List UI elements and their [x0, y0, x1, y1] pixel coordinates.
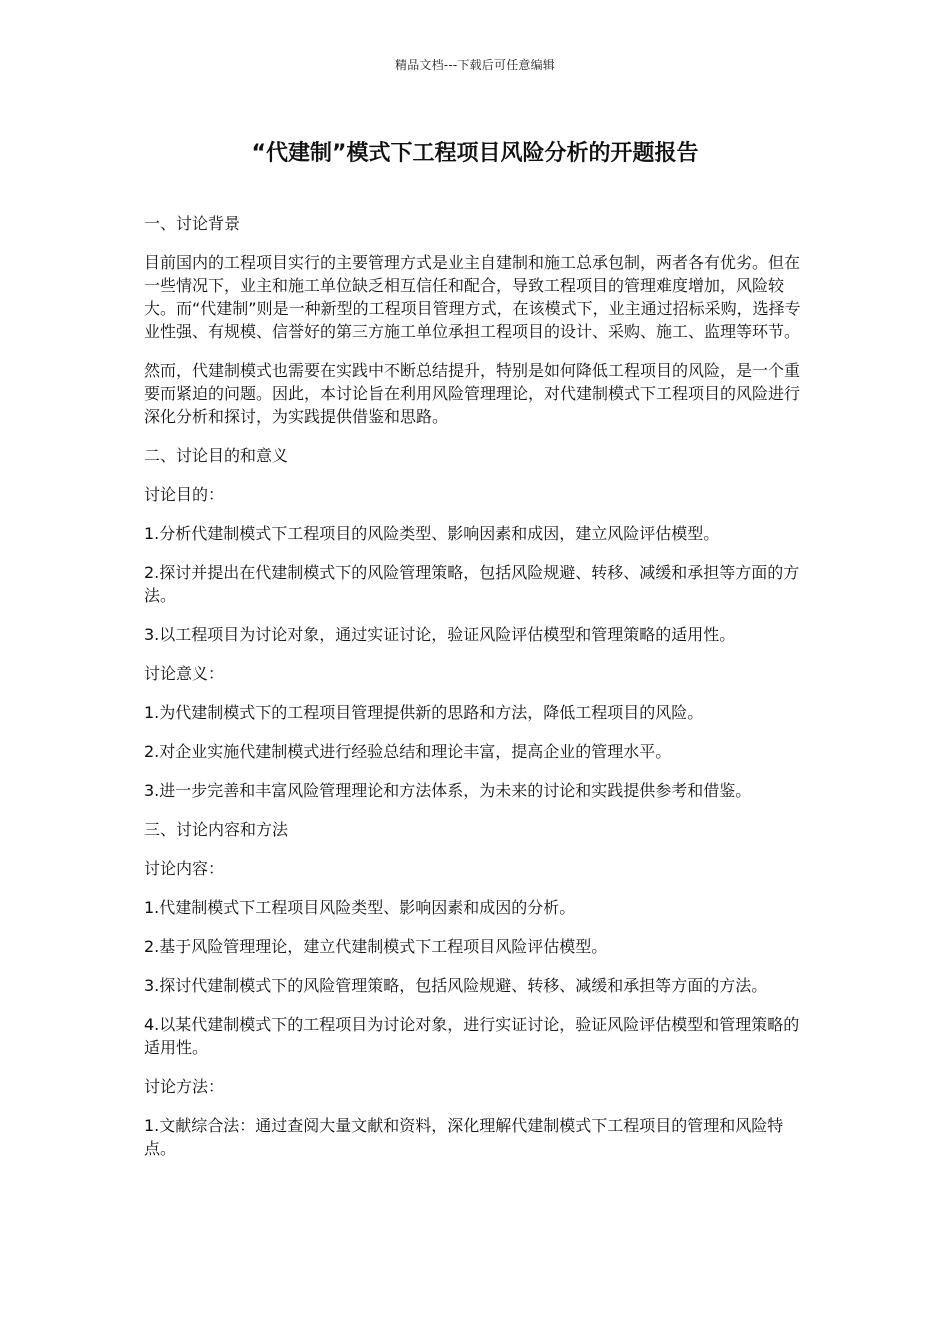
subheading-significance: 讨论意义： — [144, 664, 225, 683]
paragraph-background-2: 然而，代建制模式也需要在实践中不断总结提升，特别是如何降低工程项目的风险，是一个重要而紧迫的问题。因此，本讨论旨在利用风险管理理论，对代建制模式下工程项目的风险进行深化分析和探讨，为实践提供借鉴和思路。 — [144, 361, 801, 426]
significance-item-2: 2.对企业实施代建制模式进行经验总结和理论丰富，提高企业的管理水平。 — [144, 742, 672, 761]
subheading-method: 讨论方法： — [144, 1077, 225, 1096]
purpose-item-1: 1.分析代建制模式下工程项目的风险类型、影响因素和成因，建立风险评估模型。 — [144, 524, 720, 543]
purpose-item-2: 2.探讨并提出在代建制模式下的风险管理策略，包括风险规避、转移、减缓和承担等方面的方法。 — [144, 563, 800, 605]
purpose-item-3: 3.以工程项目为讨论对象，通过实证讨论，验证风险评估模型和管理策略的适用性。 — [144, 625, 736, 644]
content-item-2: 2.基于风险管理理论，建立代建制模式下工程项目风险评估模型。 — [144, 937, 608, 956]
header-note: 精品文档---下载后可任意编辑 — [395, 58, 555, 72]
section-heading-background: 一、讨论背景 — [144, 214, 241, 233]
subheading-content: 讨论内容： — [144, 859, 225, 878]
method-item-1: 1.文献综合法：通过查阅大量文献和资料，深化理解代建制模式下工程项目的管理和风险特点。 — [144, 1116, 784, 1158]
section-heading-purpose: 二、讨论目的和意义 — [144, 446, 289, 465]
subheading-purpose: 讨论目的： — [144, 485, 225, 504]
section-heading-content-method: 三、讨论内容和方法 — [144, 820, 289, 839]
significance-item-1: 1.为代建制模式下的工程项目管理提供新的思路和方法，降低工程项目的风险。 — [144, 703, 704, 722]
significance-item-3: 3.进一步完善和丰富风险管理理论和方法体系，为未来的讨论和实践提供参考和借鉴。 — [144, 781, 752, 800]
document-body — [144, 212, 806, 1176]
content-item-1: 1.代建制模式下工程项目风险类型、影响因素和成因的分析。 — [144, 898, 576, 917]
content-item-3: 3.探讨代建制模式下的风险管理策略，包括风险规避、转移、减缓和承担等方面的方法。 — [144, 976, 768, 995]
document-title: “代建制”模式下工程项目风险分析的开题报告 — [251, 141, 699, 166]
content-item-4: 4.以某代建制模式下的工程项目为讨论对象，进行实证讨论，验证风险评估模型和管理策略的适用性。 — [144, 1015, 800, 1057]
paragraph-background-1: 目前国内的工程项目实行的主要管理方式是业主自建制和施工总承包制，两者各有优劣。但在一些情况下，业主和施工单位缺乏相互信任和配合，导致工程项目的管理难度增加，风险较大。而“代建制”则是一种新型的工程项目管理方式，在该模式下，业主通过招标采购，选择专业性强、有规模、信誉好的第三方施工单位承担工程项目的设计、采购、施工、监理等环节。 — [144, 253, 801, 341]
